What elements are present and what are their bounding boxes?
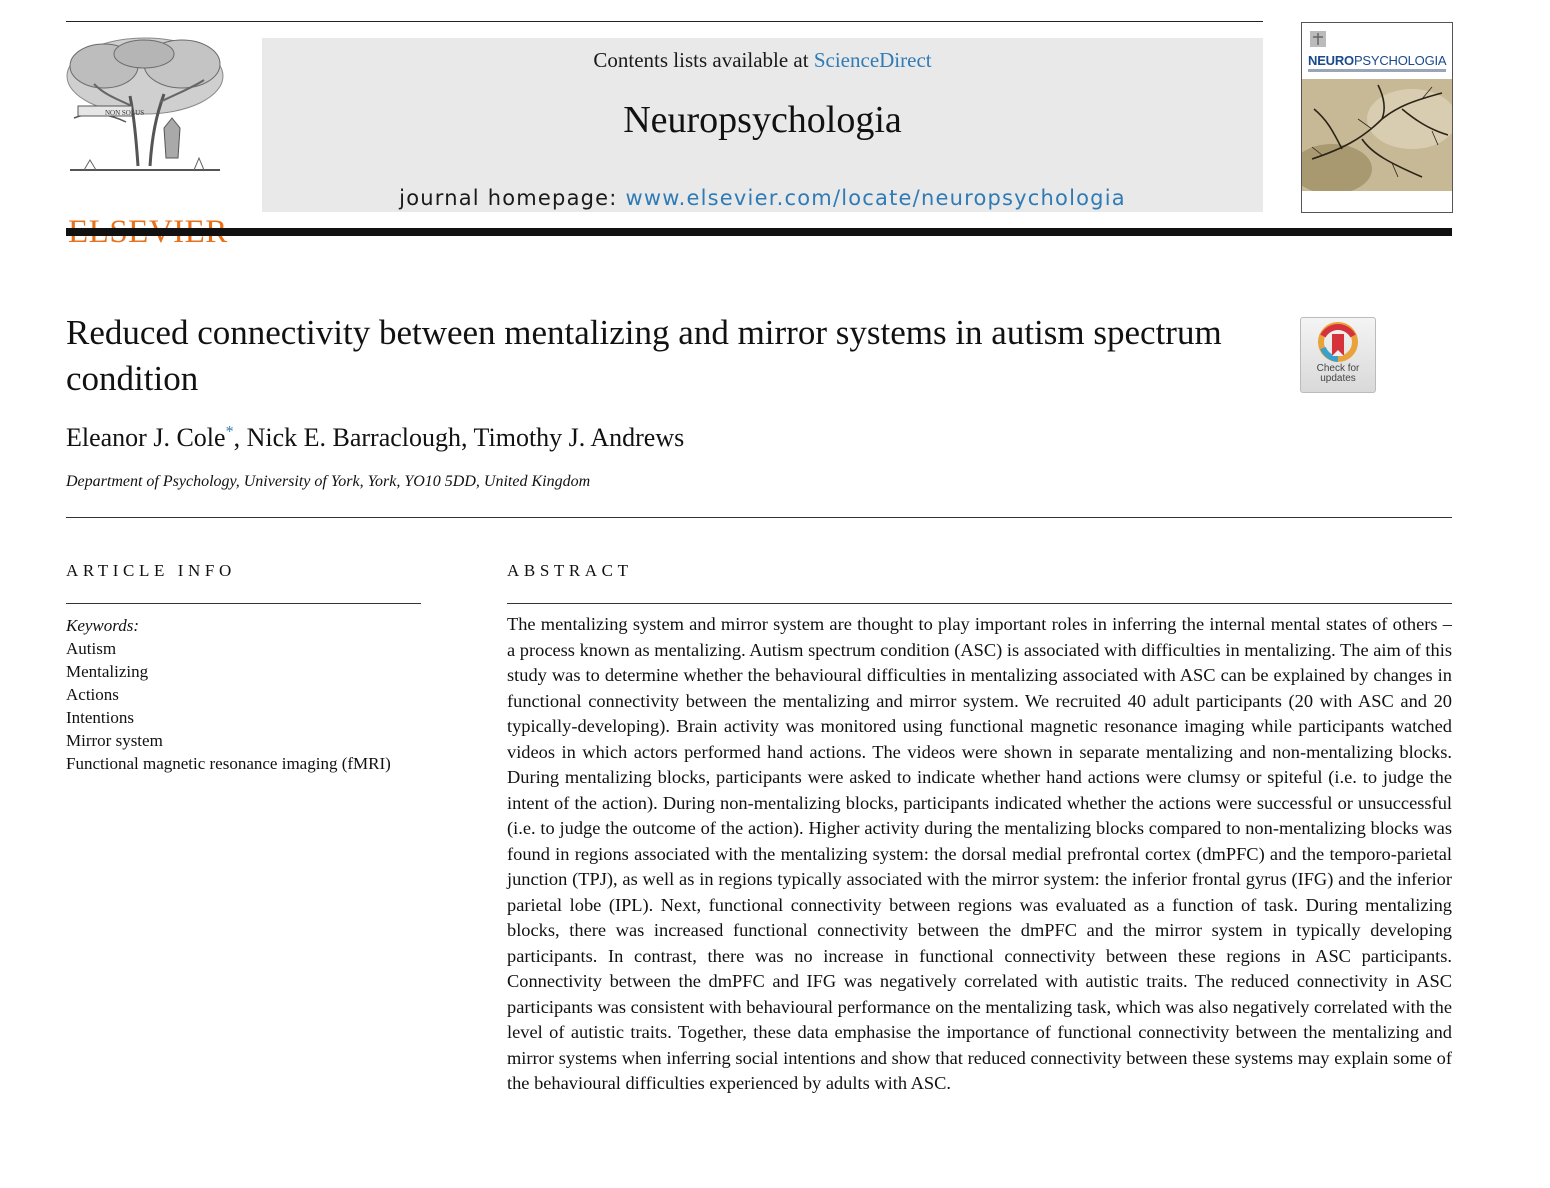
- article-info-rule: [66, 603, 421, 604]
- journal-banner: [262, 38, 1263, 212]
- logo-banner-text: NON SOLUS: [105, 109, 145, 117]
- keyword-item: Autism: [66, 639, 117, 658]
- crossmark-icon: [1301, 318, 1375, 364]
- keywords-label: Keywords:: [66, 616, 140, 635]
- tree-icon: [64, 36, 226, 176]
- cover-title-bold: NEURO: [1308, 53, 1354, 68]
- section-divider: [66, 517, 1452, 518]
- contents-line: [262, 48, 1263, 73]
- journal-cover[interactable]: [1301, 22, 1453, 213]
- keyword-item: Functional magnetic resonance imaging (fMRI): [66, 754, 391, 773]
- contents-prefix: Contents lists available at: [593, 48, 814, 72]
- affiliation: Department of Psychology, University of York, York, YO10 5DD, United Kingdom: [66, 473, 591, 490]
- cover-subtitle-bar: [1308, 69, 1446, 72]
- abstract-heading: ABSTRACT: [507, 561, 633, 580]
- cover-title: [1308, 53, 1446, 68]
- author-name[interactable]: Nick E. Barraclough: [246, 423, 462, 452]
- sciencedirect-link[interactable]: ScienceDirect: [813, 48, 932, 72]
- abstract-text: The mentalizing system and mirror system are thought to play important roles in inferring the internal mental states of others – a process known as mentalizing. Autism spectrum condition (ASC) is associated with difficulties in mentalizing. The aim of this study was to determine whether the behavioural difficulties in mentalizing associated with ASC can be explained by changes in functional connectivity between the mentalizing and mirror system. We recruited 40 adult participants (20 with ASC and 20 typically-developing). Brain activity was monitored using functional magnetic resonance imaging while participants watched videos in which actors performed hand actions. The videos were shown in separate mentalizing and non-mentalizing blocks. During mentalizing blocks, participants were asked to indicate whether hand actions were clumsy or spiteful (i.e. to judge the intent of the action). During non-mentalizing blocks, participants indicated whether the actions were successful or unsuccessful (i.e. to judge the outcome of the action). Higher activity during the mentalizing blocks compared to non-mentalizing blocks was found in regions associated with the mentalizing system: the dorsal medial prefrontal cortex (dmPFC) and the temporo-parietal junction (TPJ), as well as in regions typically associated with the mirror system: the inferior frontal gyrus (IFG) and the inferior parietal lobe (IPL). Next, functional connectivity between regions was evaluated as a function of task. During mentalizing blocks, there was increased functional connectivity between the dmPFC and the mirror system in typically developing participants. In contrast, there was no increase in functional connectivity between these regions in ASC participants. Connectivity between the dmPFC and IFG was negatively correlated with autistic traits. The reduced connectivity in ASC participants was consistent with behavioural performance on the mentalizing task, which was also negatively correlated with the level of autistic traits. Together, these data emphasise the importance of functional connectivity between the mentalizing and mirror systems when inferring social intentions and show that reduced connectivity between these systems may explain some of the behavioural difficulties experienced by adults with ASC.: [507, 614, 1452, 1093]
- neuron-image-icon: [1302, 79, 1452, 191]
- check-for-updates-label: Check for updates: [1316, 363, 1360, 384]
- author-list: Eleanor J. Cole*, Nick E. Barraclough, Timothy J. Andrews: [66, 423, 685, 452]
- homepage-line: [262, 186, 1263, 210]
- author-name[interactable]: Timothy J. Andrews: [473, 423, 685, 452]
- author-name[interactable]: Eleanor J. Cole: [66, 423, 226, 452]
- homepage-link[interactable]: www.elsevier.com/locate/neuropsychologia: [625, 186, 1126, 210]
- keyword-item: Actions: [66, 685, 119, 704]
- header-divider: [66, 228, 1452, 236]
- keyword-item: Mirror system: [66, 731, 163, 750]
- check-for-updates-button[interactable]: [1300, 317, 1376, 393]
- elsevier-mini-logo-icon: [1308, 29, 1328, 49]
- article-info-heading: ARTICLE INFO: [66, 561, 236, 580]
- corresponding-author-mark[interactable]: *: [225, 423, 234, 441]
- keyword-item: Intentions: [66, 708, 134, 727]
- abstract-rule: [507, 603, 1452, 604]
- keywords-block: [66, 614, 391, 775]
- homepage-prefix: journal homepage:: [399, 186, 626, 210]
- cover-title-rest: PSYCHOLOGIA: [1353, 53, 1447, 68]
- article-title: Reduced connectivity between mentalizing and mirror systems in autism spectrum condition: [66, 313, 1222, 398]
- journal-name[interactable]: Neuropsychologia: [623, 99, 902, 141]
- keyword-item: Mentalizing: [66, 662, 149, 681]
- top-rule: [66, 21, 1263, 22]
- elsevier-logo[interactable]: [64, 36, 226, 214]
